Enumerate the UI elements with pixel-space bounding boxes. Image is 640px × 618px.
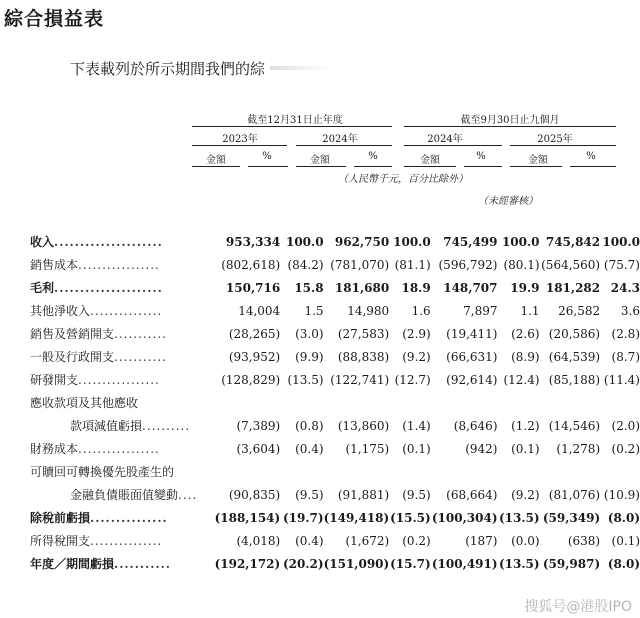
amount-cell: 148,707 <box>443 280 498 295</box>
percent-cell: (84.2) <box>287 257 324 272</box>
amount-cell: (81,076) <box>548 487 601 502</box>
amount-cell: (66,631) <box>446 349 498 364</box>
table-row <box>0 322 640 345</box>
subcol-rule-2 <box>248 166 288 167</box>
percent-cell: 19.9 <box>510 280 540 295</box>
percent-cell: (75.7) <box>603 257 640 272</box>
percent-cell: (9.2) <box>402 349 431 364</box>
percent-cell <box>498 460 540 483</box>
percent-cell: (12.7) <box>394 372 431 387</box>
row-label-text: 金融負債賬面值變動 <box>70 488 179 502</box>
year-2025: 2025年 <box>537 134 573 145</box>
amount-cell: (93,952) <box>228 349 281 364</box>
row-label <box>0 322 215 345</box>
percent-cell: (0.4) <box>295 441 324 456</box>
amount-cell: (1,175) <box>345 441 390 456</box>
percent-cell <box>280 460 323 483</box>
amount-cell: 181,282 <box>545 280 601 295</box>
row-label-text: 一般及行政開支 <box>30 350 115 364</box>
leader-dots: ............... <box>90 534 163 548</box>
row-label-text: 收入 <box>30 235 55 249</box>
percent-cell: 100.0 <box>393 234 431 249</box>
percent-cell: 1.5 <box>304 303 324 318</box>
amount-cell: (91,881) <box>337 487 390 502</box>
amount-cell: (564,560) <box>541 257 601 272</box>
subcol-rule-6 <box>464 166 502 167</box>
row-label-text: 其他淨收入 <box>30 304 91 318</box>
row-label <box>0 483 215 506</box>
percent-cell: (19.7) <box>282 510 324 525</box>
amount-cell: 962,750 <box>334 234 390 249</box>
amount-cell <box>431 460 498 483</box>
amount-cell <box>540 391 601 414</box>
amount-cell: (59,987) <box>542 556 601 571</box>
amount-cell: (27,583) <box>337 326 390 341</box>
row-label-text: 除稅前虧損 <box>30 511 91 525</box>
percent-cell: 1.6 <box>411 303 431 318</box>
amount-cell: (638) <box>567 533 601 548</box>
subcol-amount-1: 金額 <box>206 155 226 166</box>
amount-cell: (192,172) <box>214 556 281 571</box>
amount-cell: (187) <box>465 533 498 548</box>
percent-cell: (9.5) <box>402 487 431 502</box>
percent-cell: 100.0 <box>501 234 540 249</box>
percent-cell: (0.0) <box>511 533 540 548</box>
table-row <box>0 230 640 253</box>
subcol-pct-3: % <box>476 151 486 162</box>
amount-cell: (596,792) <box>438 257 498 272</box>
table-row <box>0 299 640 322</box>
percent-cell: 15.8 <box>294 280 324 295</box>
amount-cell: (3,604) <box>236 441 281 456</box>
row-label-text: 所得稅開支 <box>30 534 91 548</box>
amount-cell: (781,070) <box>330 257 390 272</box>
unaudited-note: （未經審核） <box>478 196 538 207</box>
row-label-text: 銷售及營銷開支 <box>30 327 115 341</box>
amount-cell: (942) <box>465 441 498 456</box>
percent-cell: 100.0 <box>285 234 324 249</box>
row-label <box>0 253 215 276</box>
percent-cell: (20.2) <box>282 556 324 571</box>
amount-cell: (13,860) <box>337 418 390 433</box>
percent-cell: (9.2) <box>511 487 540 502</box>
percent-cell <box>389 460 431 483</box>
amount-cell: (90,835) <box>228 487 281 502</box>
row-label-text: 年度／期間虧損 <box>30 557 115 571</box>
amount-cell: 26,582 <box>558 303 601 318</box>
amount-cell: (188,154) <box>214 510 281 525</box>
subcol-rule-7 <box>510 166 562 167</box>
row-label <box>0 276 215 299</box>
amount-cell: (122,741) <box>330 372 390 387</box>
percent-cell: (1.2) <box>511 418 540 433</box>
subcol-rule-8 <box>570 166 616 167</box>
amount-cell: (88,838) <box>337 349 390 364</box>
percent-cell: (0.2) <box>402 533 431 548</box>
amount-cell: (28,265) <box>228 326 281 341</box>
row-label-text: 款項減值虧損 <box>70 419 143 433</box>
header-rule-year <box>192 126 392 127</box>
amount-cell: (92,614) <box>446 372 498 387</box>
amount-cell: 745,842 <box>545 234 601 249</box>
amount-cell: 150,716 <box>225 280 281 295</box>
subcol-rule-4 <box>354 166 392 167</box>
percent-cell <box>600 391 640 414</box>
table-row <box>0 483 640 506</box>
amount-cell: (14,546) <box>548 418 601 433</box>
amount-cell: (1,672) <box>345 533 390 548</box>
table-row <box>0 368 640 391</box>
amount-cell <box>215 460 281 483</box>
percent-cell: (3.0) <box>295 326 324 341</box>
year-rule-1 <box>192 145 287 146</box>
row-label <box>0 552 215 575</box>
amount-cell: (4,018) <box>236 533 281 548</box>
amount-cell <box>431 391 498 414</box>
percent-cell: (15.7) <box>390 556 431 571</box>
percent-cell: (15.5) <box>390 510 431 525</box>
amount-cell: (128,829) <box>221 372 281 387</box>
percent-cell <box>600 460 640 483</box>
year-2023: 2023年 <box>222 134 258 145</box>
leader-dots: ........... <box>114 350 167 364</box>
amount-cell: (20,586) <box>548 326 601 341</box>
percent-cell: (12.4) <box>503 372 540 387</box>
row-label <box>0 414 215 437</box>
percent-cell: (8.9) <box>511 349 540 364</box>
subcol-rule-3 <box>296 166 346 167</box>
percent-cell: (0.1) <box>402 441 431 456</box>
percent-cell: (8.7) <box>611 349 640 364</box>
subcol-rule-1 <box>192 166 240 167</box>
row-label-text: 毛利 <box>30 281 55 295</box>
amount-cell: (59,349) <box>542 510 601 525</box>
row-label-text: 應收款項及其他應收 <box>30 396 139 410</box>
percent-cell: (13.5) <box>498 510 540 525</box>
percent-cell: 1.1 <box>520 303 540 318</box>
leader-dots: ................. <box>78 373 160 387</box>
row-label <box>0 391 215 414</box>
intro-text: 下表載列於所示期間我們的綜 <box>70 60 266 78</box>
amount-cell <box>324 460 390 483</box>
leader-dots: ............... <box>90 304 163 318</box>
percent-cell: (81.1) <box>394 257 431 272</box>
percent-cell: (0.2) <box>611 441 640 456</box>
subcol-pct-4: % <box>586 151 596 162</box>
amount-cell: (8,646) <box>453 418 498 433</box>
subcol-amount-4: 金額 <box>528 155 548 166</box>
percent-cell: (0.1) <box>611 533 640 548</box>
leader-dots: ..................... <box>54 281 163 295</box>
income-statement-table <box>0 230 640 575</box>
percent-cell: (13.5) <box>498 556 540 571</box>
percent-cell: (13.5) <box>287 372 324 387</box>
percent-cell: 100.0 <box>602 234 640 249</box>
percent-cell: (0.1) <box>511 441 540 456</box>
leader-dots: .......... <box>142 419 191 433</box>
table-row <box>0 529 640 552</box>
amount-cell <box>215 391 281 414</box>
percent-cell: (80.1) <box>503 257 540 272</box>
table-row <box>0 414 640 437</box>
percent-cell: (11.4) <box>603 372 640 387</box>
percent-cell: (0.8) <box>295 418 324 433</box>
amount-cell: (19,411) <box>446 326 498 341</box>
amount-cell: (149,418) <box>323 510 390 525</box>
percent-cell <box>389 391 431 414</box>
subcol-amount-3: 金額 <box>420 155 440 166</box>
table-row <box>0 276 640 299</box>
amount-cell <box>324 391 390 414</box>
amount-cell: (100,304) <box>431 510 498 525</box>
year-rule-3 <box>404 145 502 146</box>
table-row <box>0 506 640 529</box>
watermark: 搜狐号@港股IPO <box>524 599 632 615</box>
amount-cell: (151,090) <box>323 556 390 571</box>
percent-cell: (2.0) <box>611 418 640 433</box>
amount-cell: (64,539) <box>548 349 601 364</box>
percent-cell <box>498 391 540 414</box>
row-label <box>0 506 215 529</box>
percent-cell: (9.5) <box>295 487 324 502</box>
subcol-pct-2: % <box>368 151 378 162</box>
leader-dots: ............... <box>90 511 168 525</box>
table-row <box>0 345 640 368</box>
row-label-text: 可贖回可轉換優先股產生的 <box>30 465 175 479</box>
percent-cell: (0.4) <box>295 533 324 548</box>
amount-cell: (85,188) <box>548 372 601 387</box>
amount-cell: (100,491) <box>431 556 498 571</box>
subcol-rule-5 <box>404 166 456 167</box>
leader-dots: ........... <box>114 557 171 571</box>
leader-dots: ................. <box>78 258 160 272</box>
amount-cell: (802,618) <box>221 257 281 272</box>
amount-cell: 953,334 <box>225 234 281 249</box>
table-row <box>0 253 640 276</box>
amount-cell: (1,278) <box>556 441 601 456</box>
table-row <box>0 460 640 483</box>
amount-cell: 745,499 <box>443 234 498 249</box>
row-label <box>0 230 215 253</box>
leader-dots: ........... <box>114 327 167 341</box>
amount-cell: 181,680 <box>334 280 390 295</box>
header-year-period: 截至12月31日止年度 <box>247 115 343 126</box>
year-2024b: 2024年 <box>427 134 463 145</box>
amount-cell: (7,389) <box>236 418 281 433</box>
percent-cell: (2.6) <box>511 326 540 341</box>
leader-dots: .... <box>178 488 198 502</box>
row-label <box>0 529 215 552</box>
leader-dots: ................. <box>78 442 160 456</box>
amount-cell <box>540 460 601 483</box>
amount-cell: 14,980 <box>347 303 390 318</box>
subcol-pct-1: % <box>262 151 272 162</box>
row-label <box>0 460 215 483</box>
row-label-text: 研發開支 <box>30 373 79 387</box>
table-row <box>0 437 640 460</box>
header-nine-month-period: 截至9月30日止九個月 <box>460 115 560 126</box>
percent-cell: (2.8) <box>611 326 640 341</box>
header-rule-nine-month <box>404 126 616 127</box>
leader-dots: ..................... <box>54 235 163 249</box>
page-title: 綜合損益表 <box>4 8 105 30</box>
row-label <box>0 345 215 368</box>
row-label <box>0 299 215 322</box>
row-label-text: 銷售成本 <box>30 258 79 272</box>
table-row <box>0 391 640 414</box>
row-label <box>0 368 215 391</box>
year-rule-2 <box>296 145 392 146</box>
row-label-text: 財務成本 <box>30 442 79 456</box>
year-2024a: 2024年 <box>322 134 358 145</box>
percent-cell: (2.9) <box>402 326 431 341</box>
percent-cell: (1.4) <box>402 418 431 433</box>
amount-cell: 7,897 <box>463 303 498 318</box>
amount-cell: (68,664) <box>446 487 498 502</box>
row-label <box>0 437 215 460</box>
year-rule-4 <box>510 145 616 146</box>
percent-cell: (9.9) <box>295 349 324 364</box>
percent-cell: (10.9) <box>603 487 640 502</box>
percent-cell: 18.9 <box>401 280 431 295</box>
percent-cell: 3.6 <box>620 303 640 318</box>
percent-cell: 24.3 <box>610 280 640 295</box>
percent-cell: (8.0) <box>607 510 640 525</box>
table-row <box>0 552 640 575</box>
percent-cell <box>280 391 323 414</box>
units-note: （人民幣千元，百分比除外） <box>338 174 468 185</box>
amount-cell: 14,004 <box>238 303 281 318</box>
subcol-amount-2: 金額 <box>310 155 330 166</box>
text-fade-mark <box>270 66 330 70</box>
percent-cell: (8.0) <box>607 556 640 571</box>
